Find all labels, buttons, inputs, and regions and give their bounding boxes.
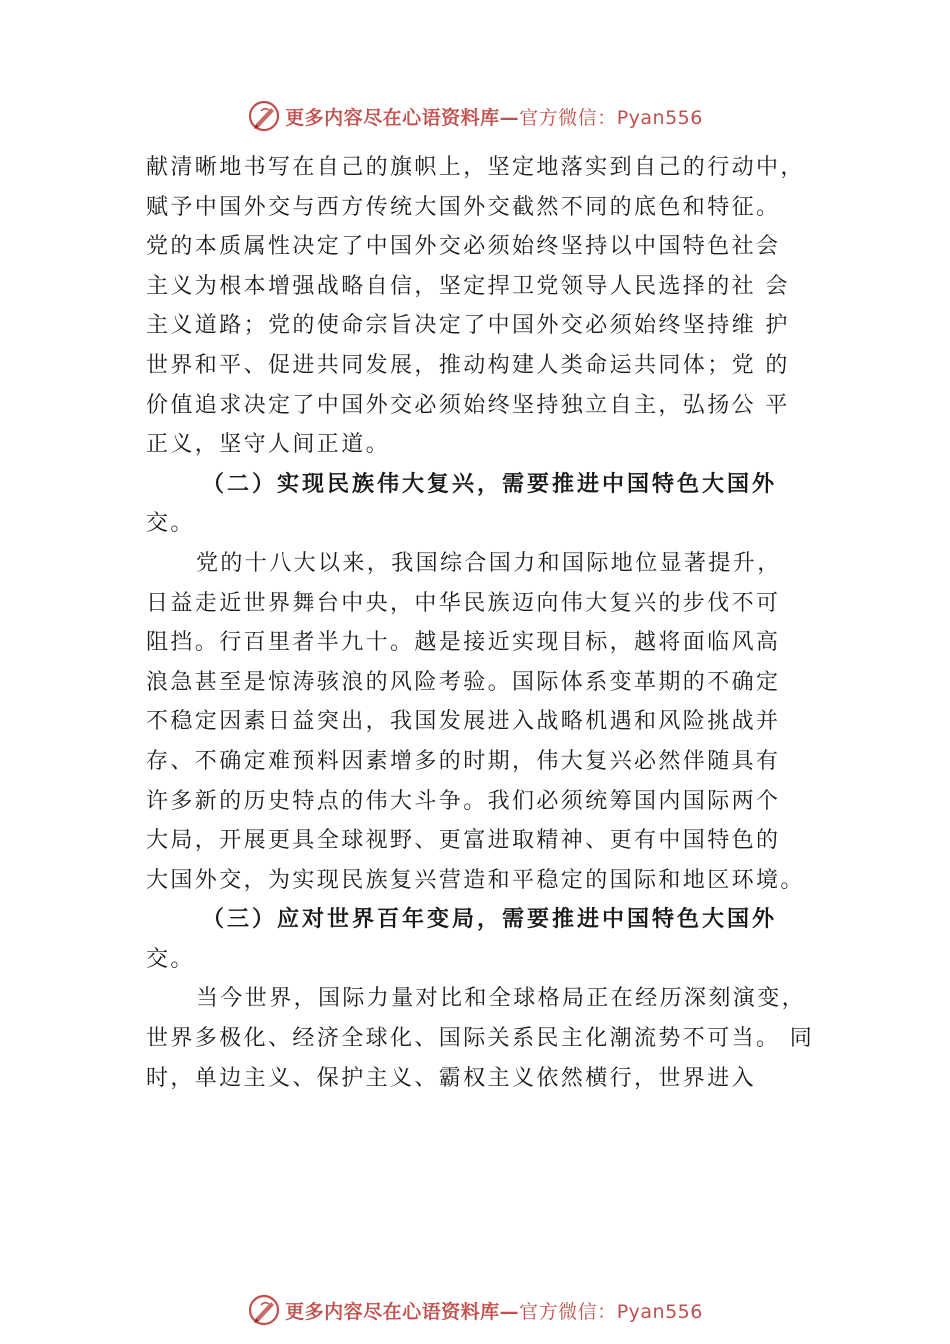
text-line: 不稳定因素日益突出，我国发展进入战略机遇和风险挑战并 [146, 709, 781, 735]
text-line: 献清晰地书写在自己的旗帜上，坚定地落实到自己的行动中， [146, 155, 805, 180]
text-line: 许多新的历史特点的伟大斗争。我们必须统筹国内国际两个 [146, 788, 781, 814]
text-line: 大国外交，为实现民族复兴营造和平稳定的国际和地区环境。 [146, 867, 805, 893]
text-line: 正义，坚守人间正道。 [146, 432, 391, 458]
banner-wechat-label: 官方微信： [519, 1300, 617, 1323]
text-line: 阻挡。行百里者半九十。越是接近实现目标，越将面临风高 [146, 630, 781, 656]
text-line: 世界多极化、经济全球化、国际关系民主化潮流势不可当。 同 [146, 1026, 815, 1052]
text-line: 世界和平、促进共同发展，推动构建人类命运共同体；党 的 [146, 352, 790, 378]
text-line: 党的本质属性决定了中国外交必须始终坚持以中国特色社会 [146, 234, 781, 260]
document-body [146, 148, 836, 1098]
banner-dash: — [499, 106, 520, 129]
banner-text [285, 1297, 703, 1324]
text-line: 主义道路；党的使命宗旨决定了中国外交必须始终坚持维 护 [146, 313, 790, 339]
banner-account: Pyan556 [616, 106, 703, 129]
banner-dash: — [499, 1300, 520, 1323]
pen-logo-icon [247, 99, 281, 133]
section-heading-3: （三）应对世界百年变局，需要推进中国特色大国外 [202, 906, 778, 933]
text-line: 赋予中国外交与西方传统大国外交截然不同的底色和特征。 [146, 194, 781, 220]
footer-banner [0, 1290, 950, 1330]
text-line: 当今世界，国际力量对比和全球格局正在经历深刻演变， [196, 986, 807, 1012]
text-line: 大局，开展更具全球视野、更富进取精神、更有中国特色的 [146, 828, 781, 854]
banner-brand: 更多内容尽在心语资料库 [285, 106, 500, 129]
header-banner [0, 96, 950, 136]
text-line: 日益走近世界舞台中央，中华民族迈向伟大复兴的步伐不可 [146, 590, 781, 616]
text-line: 价值追求决定了中国外交必须始终坚持独立自主，弘扬公 平 [146, 392, 790, 418]
text-line: 时，单边主义、保护主义、霸权主义依然横行，世界进入 [146, 1065, 757, 1091]
pen-logo-icon [247, 1293, 281, 1327]
section-heading-2-cont: 交。 [146, 511, 195, 537]
text-line: 党的十八大以来，我国综合国力和国际地位显著提升， [196, 550, 782, 576]
banner-brand: 更多内容尽在心语资料库 [285, 1300, 500, 1323]
text-line: 存、不确定难预料因素增多的时期，伟大复兴必然伴随具有 [146, 748, 781, 774]
section-heading-2: （二）实现民族伟大复兴，需要推进中国特色大国外 [202, 470, 778, 497]
banner-account: Pyan556 [616, 1300, 703, 1323]
section-heading-3-cont: 交。 [146, 946, 195, 972]
banner-wechat-label: 官方微信： [519, 106, 617, 129]
text-line: 浪急甚至是惊涛骇浪的风险考验。国际体系变革期的不确定 [146, 669, 781, 695]
text-line: 主义为根本增强战略自信，坚定捍卫党领导人民选择的社 会 [146, 273, 790, 299]
banner-text [285, 103, 703, 130]
